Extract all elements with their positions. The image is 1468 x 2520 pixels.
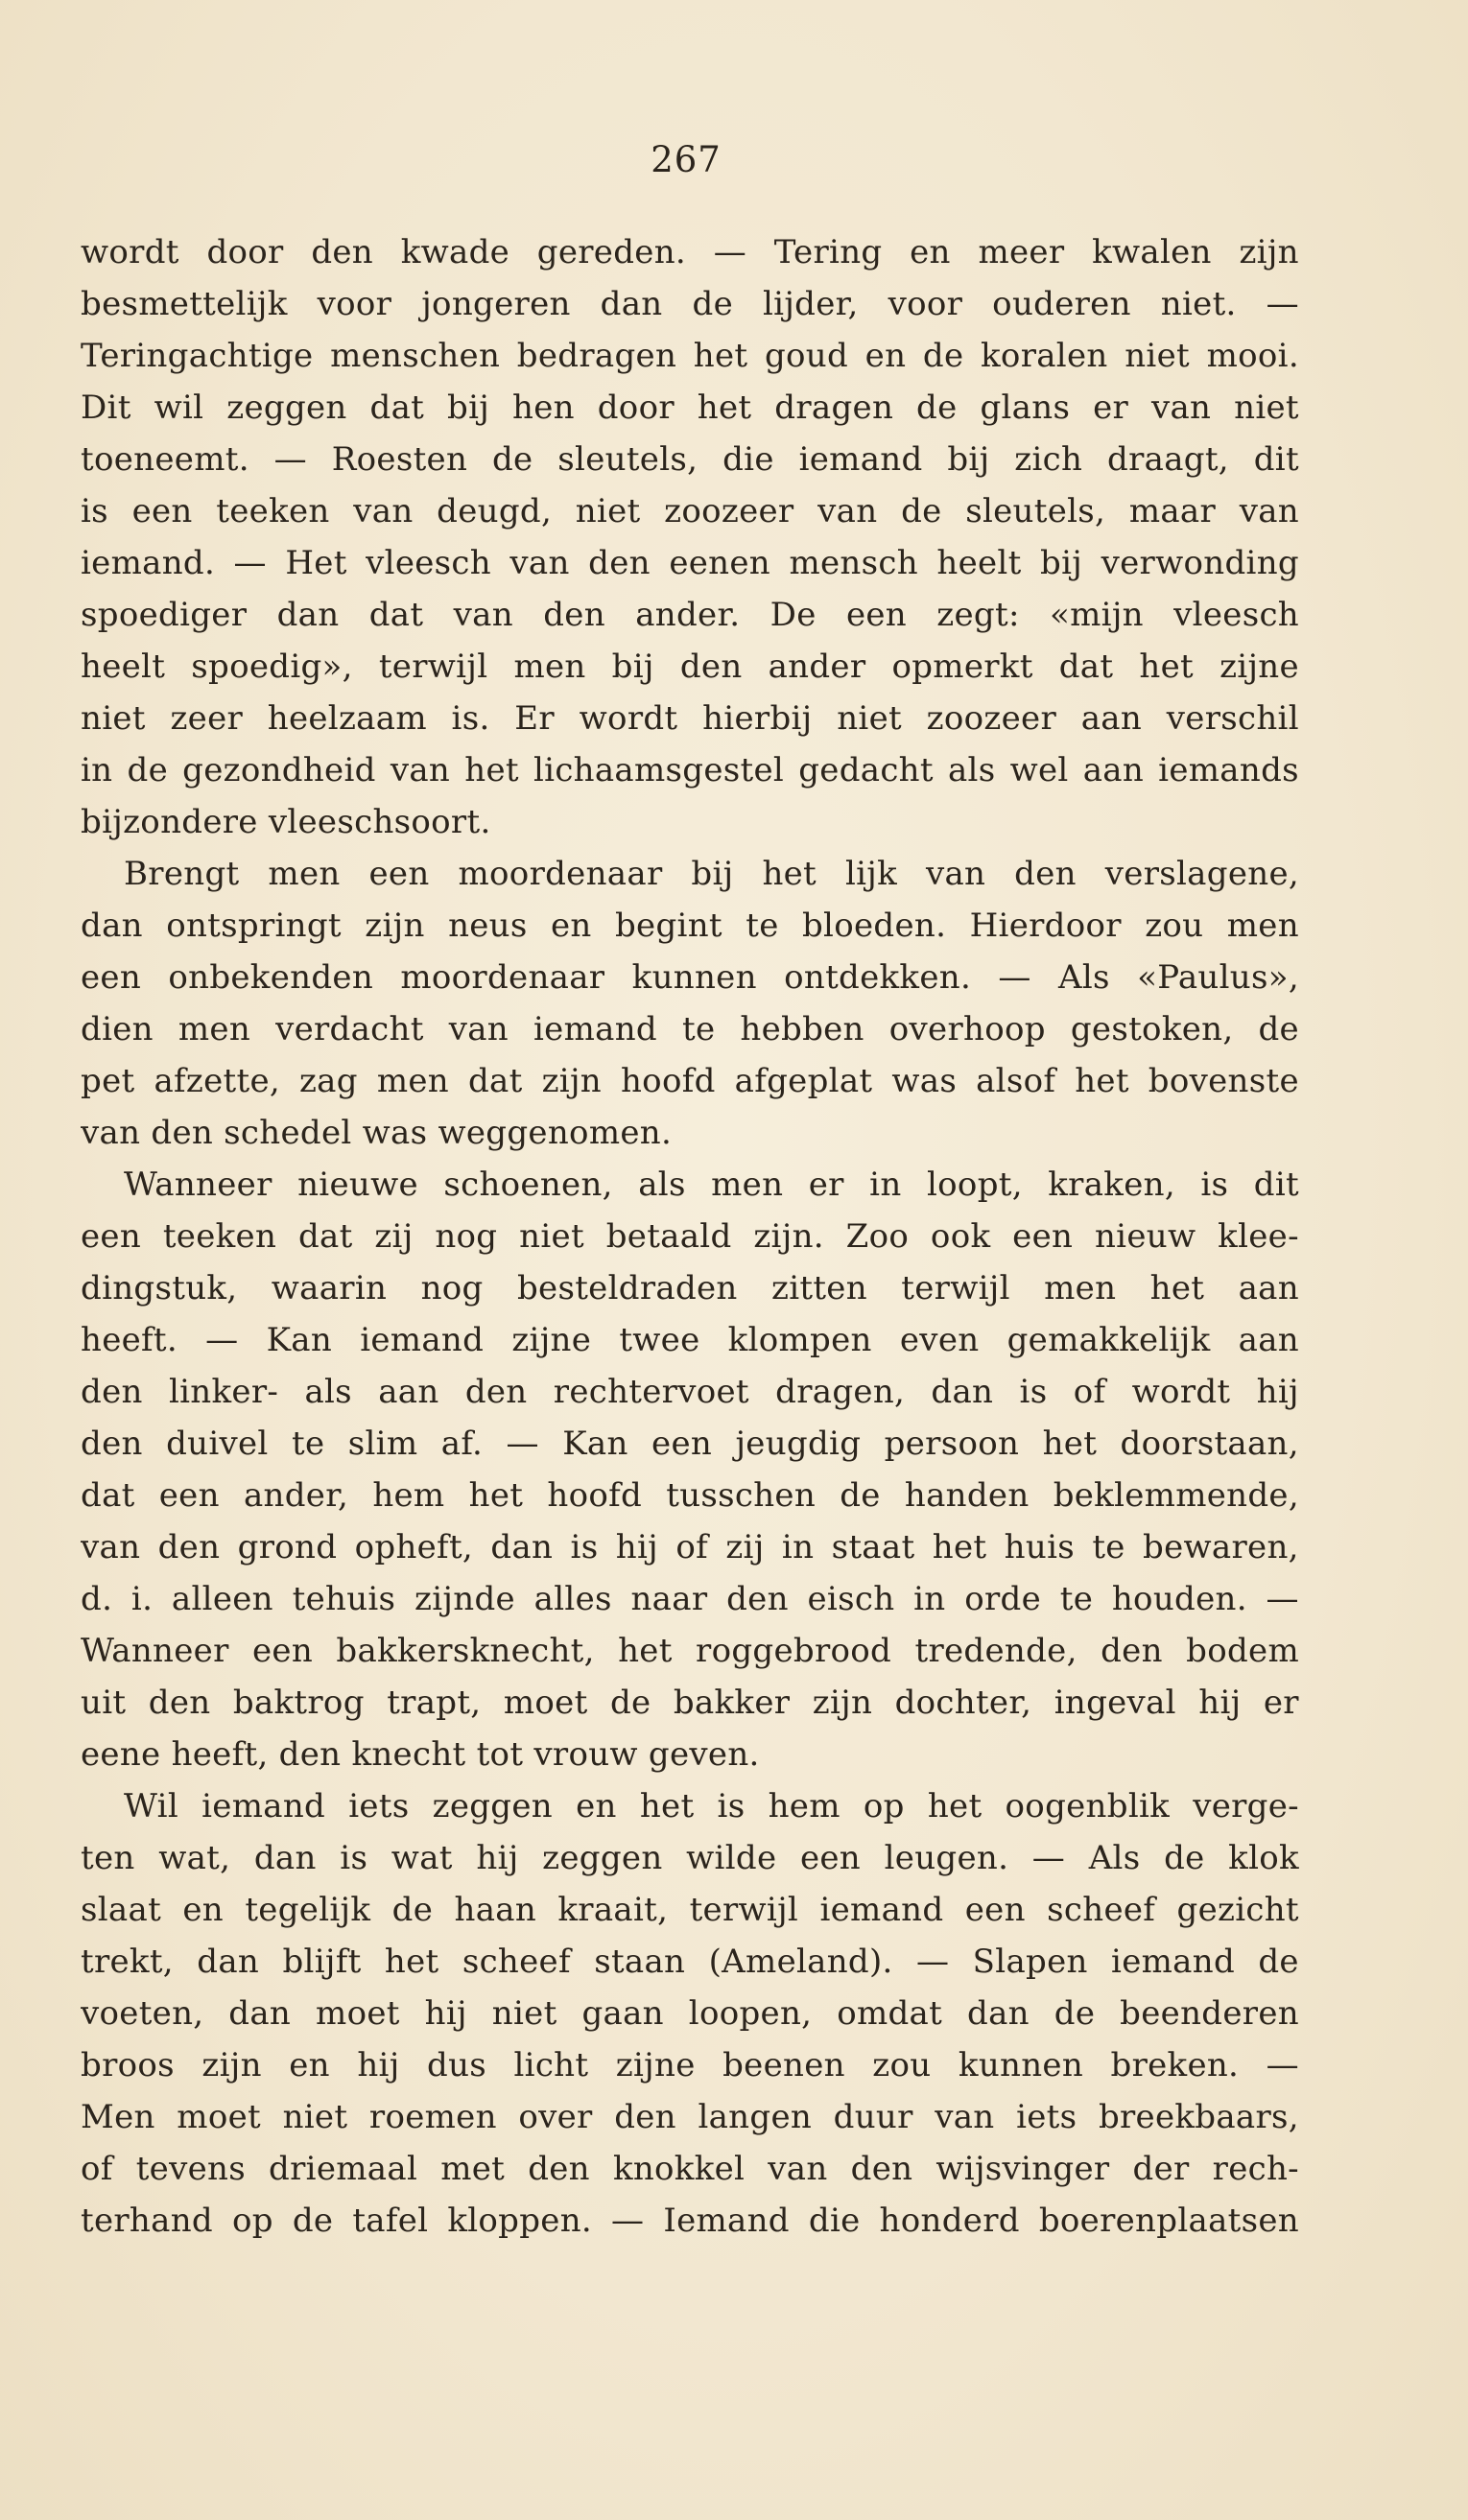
page-number: 267 (651, 139, 722, 180)
text-line: heelt spoedig», terwijl men bij den ander opmerkt dat het zijne (81, 648, 1299, 686)
text-line: bijzondere vleeschsoort. (81, 803, 491, 841)
text-line: Men moet niet roemen over den langen duur van iets breekbaars, (81, 2098, 1299, 2136)
text-line: voeten, dan moet hij niet gaan loopen, omdat dan de beenderen (81, 1994, 1299, 2033)
text-line: broos zijn en hij dus licht zijne beenen zou kunnen breken. — (81, 2046, 1299, 2084)
text-line: dien men verdacht van iemand te hebben overhoop gestoken, de (81, 1010, 1299, 1048)
text-line: slaat en tegelijk de haan kraait, terwijl iemand een scheef gezicht (81, 1891, 1299, 1929)
text-line: den linker- als aan den rechtervoet dragen, dan is of wordt hij (81, 1373, 1299, 1411)
text-line: een teeken dat zij nog niet betaald zijn. Zoo ook een nieuw klee- (81, 1217, 1299, 1256)
text-line: iemand. — Het vleesch van den eenen mensch heelt bij verwonding (81, 544, 1299, 582)
text-line: dingstuk, waarin nog besteldraden zitten terwijl men het aan (81, 1269, 1299, 1307)
text-line: spoediger dan dat van den ander. De een zegt: «mijn vleesch (81, 596, 1299, 634)
text-line: van den schedel was weggenomen. (81, 1114, 673, 1152)
body-text (81, 226, 1299, 2247)
text-line: toeneemt. — Roesten de sleutels, die iemand bij zich draagt, dit (81, 440, 1299, 479)
text-line: in de gezondheid van het lichaamsgestel gedacht als wel aan iemands (81, 751, 1299, 789)
text-line: dat een ander, hem het hoofd tusschen de handen beklemmende, (81, 1476, 1299, 1515)
text-line: terhand op de tafel kloppen. — Iemand die honderd boerenplaatsen (81, 2202, 1299, 2240)
text-line: Wil iemand iets zeggen en het is hem op het oogenblik verge- (124, 1787, 1299, 1825)
text-line: Teringachtige menschen bedragen het goud en de koralen niet mooi. (81, 337, 1299, 375)
text-line: niet zeer heelzaam is. Er wordt hierbij niet zoozeer aan verschil (81, 699, 1299, 738)
text-line: ten wat, dan is wat hij zeggen wilde een leugen. — Als de klok (81, 1839, 1299, 1877)
text-line: pet afzette, zag men dat zijn hoofd afgeplat was alsof het bovenste (81, 1062, 1299, 1100)
text-line: trekt, dan blijft het scheef staan (Ameland). — Slapen iemand de (81, 1943, 1299, 1981)
text-line: Wanneer een bakkersknecht, het roggebrood tredende, den bodem (81, 1632, 1299, 1670)
text-line: eene heeft, den knecht tot vrouw geven. (81, 1735, 760, 1774)
text-line: is een teeken van deugd, niet zoozeer van de sleutels, maar van (81, 492, 1299, 530)
text-line: dan ontspringt zijn neus en begint te bloeden. Hierdoor zou men (81, 907, 1299, 945)
text-line: den duivel te slim af. — Kan een jeugdig persoon het doorstaan, (81, 1425, 1299, 1463)
text-line: uit den baktrog trapt, moet de bakker zijn dochter, ingeval hij er (81, 1684, 1299, 1722)
text-line: heeft. — Kan iemand zijne twee klompen even gemakkelijk aan (81, 1321, 1299, 1359)
text-line: Dit wil zeggen dat bij hen door het dragen de glans er van niet (81, 389, 1299, 427)
text-line: Wanneer nieuwe schoenen, als men er in loopt, kraken, is dit (124, 1166, 1299, 1204)
text-line: een onbekenden moordenaar kunnen ontdekken. — Als «Paulus», (81, 958, 1299, 997)
text-line: wordt door den kwade gereden. — Tering en meer kwalen zijn (81, 233, 1299, 271)
text-line: van den grond opheft, dan is hij of zij in staat het huis te bewaren, (81, 1528, 1299, 1566)
text-line: d. i. alleen tehuis zijnde alles naar den eisch in orde te houden. — (81, 1580, 1299, 1618)
text-line: besmettelijk voor jongeren dan de lijder, voor ouderen niet. — (81, 285, 1299, 323)
text-line: Brengt men een moordenaar bij het lijk van den verslagene, (124, 855, 1299, 893)
text-line: of tevens driemaal met den knokkel van den wijsvinger der rech- (81, 2150, 1299, 2188)
